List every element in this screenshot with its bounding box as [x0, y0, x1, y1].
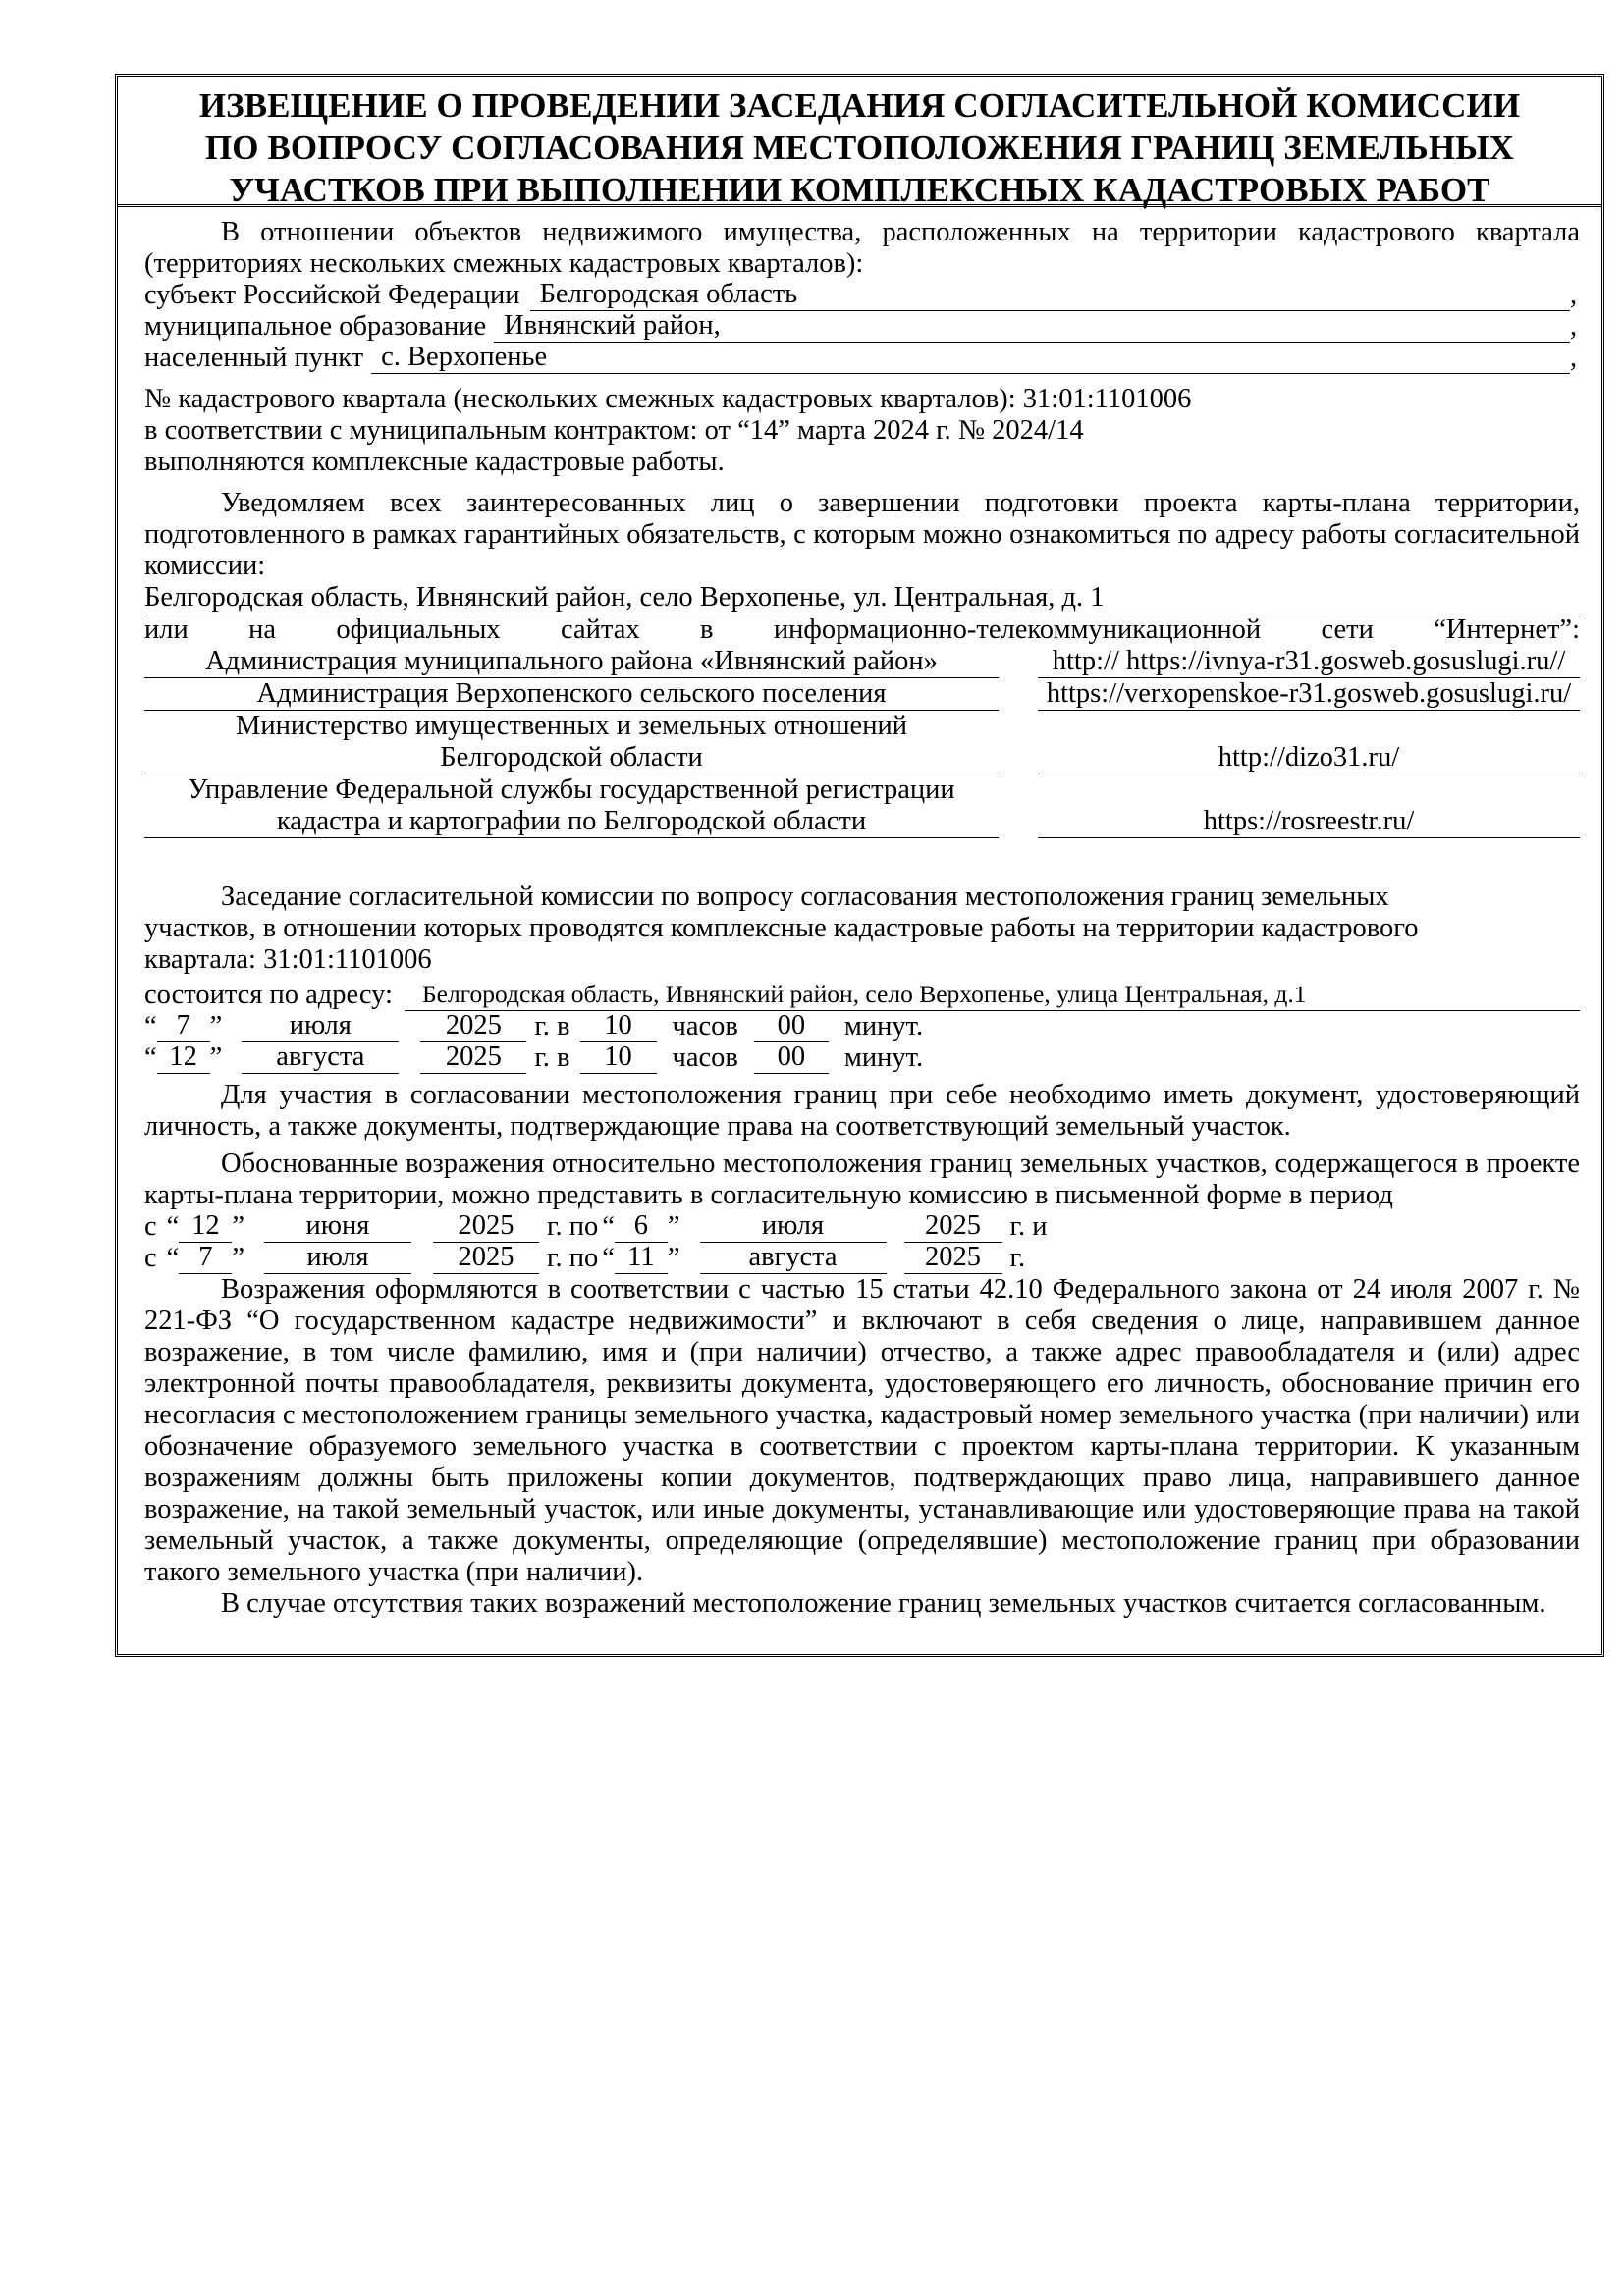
year-end-word: г. — [1009, 1243, 1026, 1273]
municipality-row — [144, 311, 1580, 343]
site-row — [144, 774, 1580, 838]
comma: , — [1570, 343, 1578, 373]
period-from-day: 7 — [179, 1242, 232, 1274]
meeting-day: 12 — [157, 1041, 210, 1074]
site-url: http://dizo31.ru/ — [1038, 711, 1580, 774]
minutes-word: минут. — [843, 1042, 924, 1073]
period-from-month: июня — [264, 1210, 411, 1243]
meeting-day: 7 — [157, 1010, 210, 1042]
settlement-label: населенный пункт — [144, 343, 364, 373]
comma: , — [1570, 280, 1578, 310]
quarter-line: № кадастрового квартала (нескольких смежных кадастровых кварталов): 31:01:1101006 — [144, 384, 1192, 414]
site-row — [144, 711, 1580, 774]
site-url: https://verxopenskoe-r31.gosweb.gosuslugi.ru/ — [1038, 678, 1580, 711]
site-url: http:// https://ivnya-r31.gosweb.gosuslugi.ru// — [1038, 646, 1580, 678]
site-org: Управление Федеральной службы государственной регистрации кадастра и картографии по Белгородской области — [144, 774, 999, 838]
meeting-paragraph: Заседание согласительной комиссии по вопросу согласования местоположения границ земельных участков, в отношении которых проводятся комплексные кадастровые работы на территории кадастрового квартала: 31:01:1101006 — [144, 881, 1419, 975]
document-title — [118, 77, 1601, 211]
meeting-year: 2025 — [420, 1041, 526, 1074]
commission-address-text: Белгородская область, Ивнянский район, село Верхопенье, ул. Центральная, д. 1 — [144, 582, 1105, 613]
subject-value: Белгородская область — [530, 279, 1570, 311]
meeting-month: августа — [242, 1041, 399, 1074]
subject-row — [144, 280, 1580, 311]
from-word: с — [144, 1243, 157, 1273]
period-to-day: 6 — [615, 1210, 668, 1243]
period-from-day: 12 — [179, 1210, 232, 1243]
title-line: ПО ВОПРОСУ СОГЛАСОВАНИЯ МЕСТОПОЛОЖЕНИЯ ГРАНИЦ ЗЕМЕЛЬНЫХ — [204, 129, 1515, 167]
notice-body — [144, 217, 1580, 1620]
meeting-address-label: состоится по адресу: — [144, 980, 393, 1010]
site-row — [144, 646, 1580, 678]
law-paragraph: Возражения оформляются в соответствии с частью 15 статьи 42.10 Федерального закона от 24 июля 2007 г. № 221-ФЗ “О государственном кадастре недвижимости” и включают в себя сведения о лице, направившем данное возражение, в том числе фамилию, имя и (при наличии) отчество, а также адрес правообладателя и (или) адрес электронной почты правообладателя, реквизиты документа, удостоверяющего его личность, обоснование причин его несогласия с местоположением границы земельного участка, кадастровый номер земельного участка (при наличии) или обозначение образуемого земельного участка в соответствии с проектом карты-плана территории. К указанным возражениям должны быть приложены копии документов, подтверждающих право лица, направившего данное возражение, на такой земельный участок, или иные документы, устанавливающие или удостоверяющие права на такой земельный участок, а также документы, определяющие (определявшие) местоположение границ при образовании такого земельного участка (при наличии). — [144, 1274, 1580, 1587]
period-to-month: августа — [700, 1242, 887, 1274]
meeting-date-row: “ 12 ” августа 2025 г. в 10 часов 00 минут. — [144, 1041, 924, 1073]
meeting-hour: 10 — [580, 1041, 657, 1074]
meeting-date-row: “ 7 ” июля 2025 г. в 10 часов 00 минут. — [144, 1010, 924, 1041]
objections-paragraph: Обоснованные возражения относительно местоположения границ земельных участков, содержащегося в проекте карты-плана территории, можно представить в согласительную комиссию в письменной форме в период — [144, 1148, 1580, 1210]
title-block — [118, 77, 1601, 207]
site-org: Администрация Верхопенского сельского поселения — [144, 678, 999, 711]
documents-paragraph: Для участия в согласовании местоположения границ при себе необходимо иметь документ, удостоверяющий личность, а также документы, подтверждающие права на соответствующий земельный участок. — [144, 1080, 1580, 1142]
site-url: https://rosreestr.ru/ — [1038, 774, 1580, 838]
title-line: ИЗВЕЩЕНИЕ О ПРОВЕДЕНИИ ЗАСЕДАНИЯ СОГЛАСИТЕЛЬНОЙ КОМИССИИ — [198, 86, 1521, 125]
year-at-word: г. в — [534, 1011, 570, 1041]
meeting-address: Белгородская область, Ивнянский район, село Верхопенье, улица Центральная, д.1 — [405, 979, 1580, 1011]
settlement-row — [144, 343, 1580, 374]
sites-table — [144, 646, 1580, 838]
meeting-minute: 00 — [754, 1041, 829, 1074]
meeting-minute: 00 — [754, 1010, 829, 1042]
year-and-word: г. и — [1009, 1211, 1048, 1242]
site-org: Администрация муниципального района «Ивнянский район» — [144, 646, 999, 678]
objection-period-row: с “ 7 ” июля 2025 г. по “ 11 ” августа 2025 г. — [144, 1242, 1026, 1273]
year-to-word: г. по — [546, 1211, 599, 1242]
municipality-label: муниципальное образование — [144, 311, 487, 342]
contract-line: в соответствии с муниципальным контрактом: от “14” марта 2024 г. № 2024/14 — [144, 415, 1084, 446]
hours-word: часов — [672, 1011, 738, 1041]
objection-period-row: с “ 12 ” июня 2025 г. по “ 6 ” июля 2025 г. и — [144, 1210, 1048, 1242]
final-paragraph: В случае отсутствия таких возражений местоположение границ земельных участков считается согласованным. — [221, 1588, 1546, 1619]
hours-word: часов — [672, 1042, 738, 1073]
comma: , — [1570, 311, 1578, 342]
minutes-word: минут. — [843, 1011, 924, 1041]
settlement-value: с. Верхопенье — [371, 342, 1570, 374]
meeting-hour: 10 — [580, 1010, 657, 1042]
period-from-month: июля — [264, 1242, 411, 1274]
municipality-value: Ивнянский район, — [494, 310, 1570, 343]
commission-address — [144, 582, 1580, 614]
year-to-word: г. по — [546, 1243, 599, 1273]
meeting-month: июля — [242, 1010, 399, 1042]
sites-intro: или на официальных сайтах в информационно-телекоммуникационной сети “Интернет”: — [144, 614, 1580, 645]
meeting-address-row — [144, 976, 1580, 1011]
site-row — [144, 678, 1580, 711]
period-to-year: 2025 — [904, 1242, 1002, 1274]
works-line: выполняются комплексные кадастровые работы. — [144, 447, 725, 477]
title-line: УЧАСТКОВ ПРИ ВЫПОЛНЕНИИ КОМПЛЕКСНЫХ КАДАСТРОВЫХ РАБОТ — [229, 171, 1490, 209]
period-to-year: 2025 — [904, 1210, 1002, 1243]
from-word: с — [144, 1211, 157, 1242]
meeting-year: 2025 — [420, 1010, 526, 1042]
period-from-year: 2025 — [433, 1210, 539, 1243]
intro-paragraph: В отношении объектов недвижимого имущества, расположенных на территории кадастрового квартала (территориях нескольких смежных кадастровых кварталов): — [144, 217, 1580, 279]
period-to-day: 11 — [615, 1242, 668, 1274]
site-org: Министерство имущественных и земельных отношений Белгородской области — [144, 711, 999, 774]
notice-paragraph: Уведомляем всех заинтересованных лиц о завершении подготовки проекта карты-плана территории, подготовленного в рамках гарантийных обязательств, с которым можно ознакомиться по адресу работы согласительной комиссии: — [144, 488, 1580, 581]
period-to-month: июля — [700, 1210, 887, 1243]
period-from-year: 2025 — [433, 1242, 539, 1274]
subject-label: субъект Российской Федерации — [144, 280, 520, 310]
year-at-word: г. в — [534, 1042, 570, 1073]
